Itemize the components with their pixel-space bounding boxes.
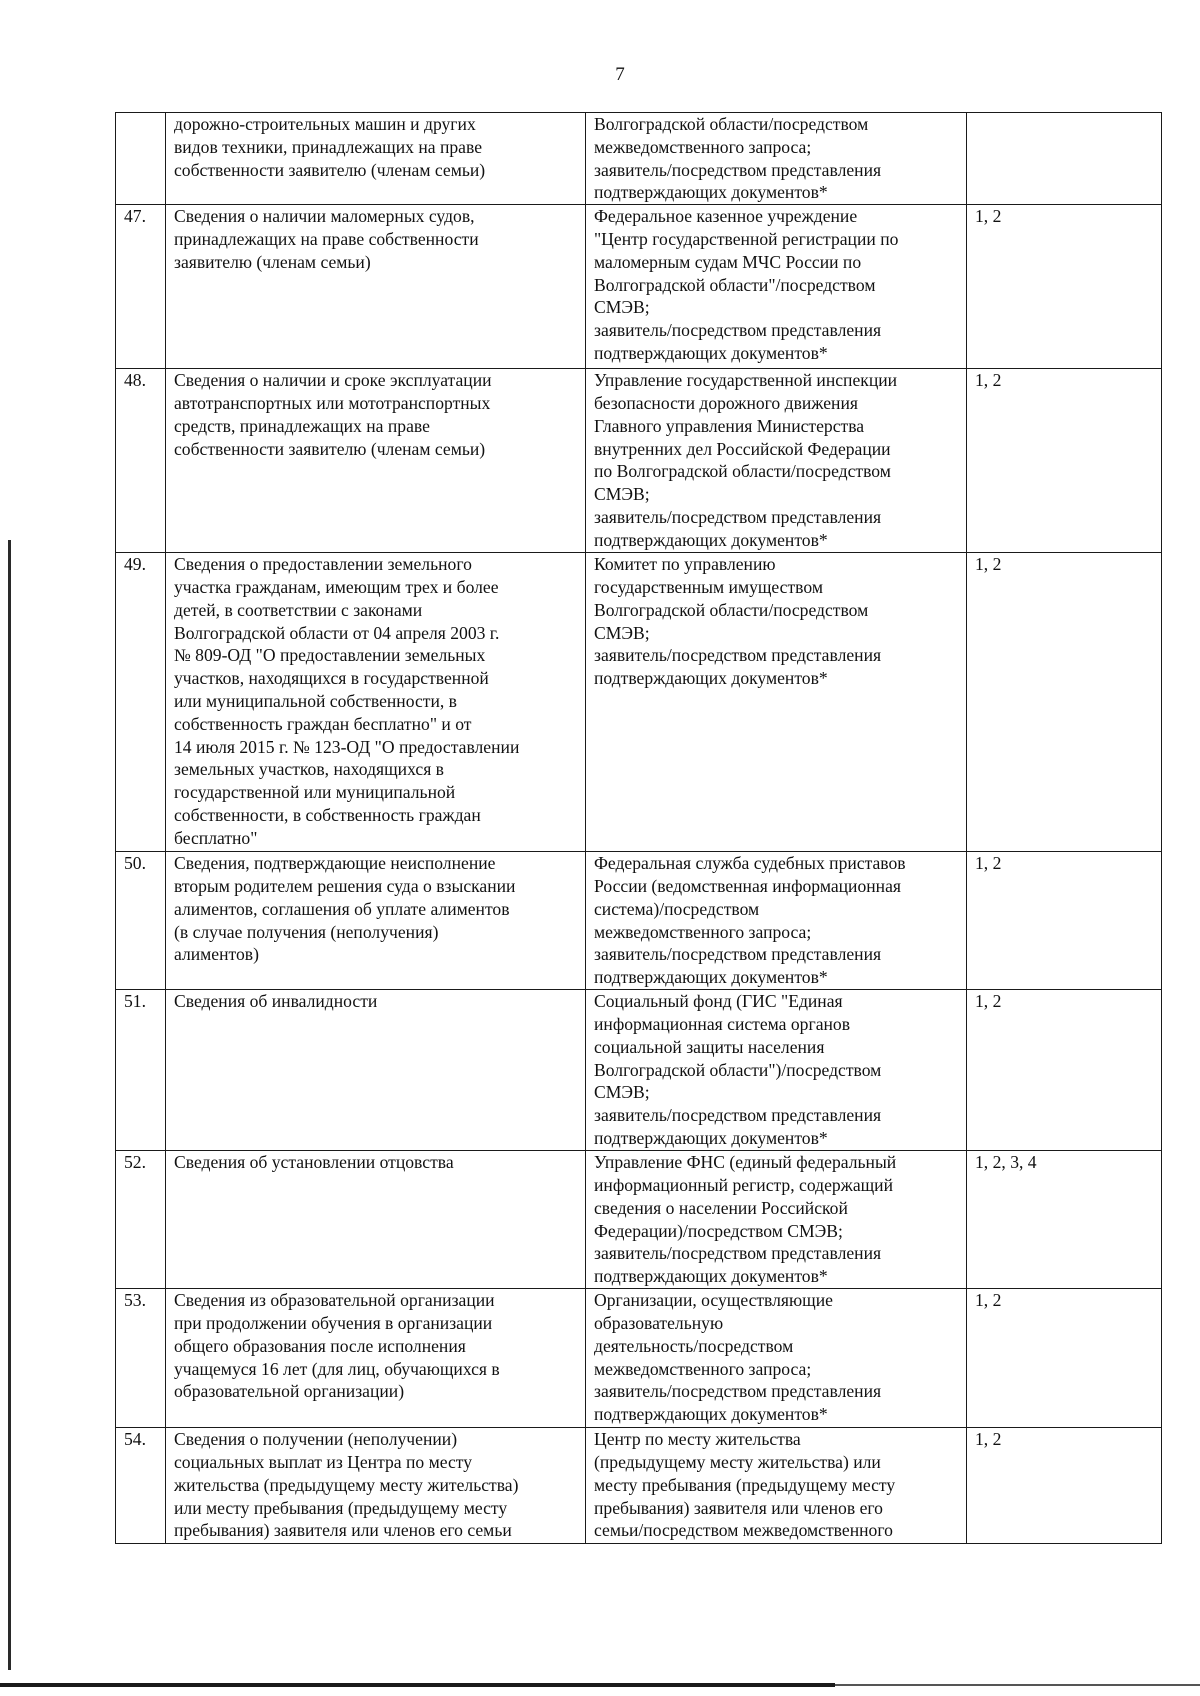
info-description: Сведения о наличии и сроке эксплуатации автотранспортных или мототранспортных средств, принадлежащих на праве собственности заявителю (членам семьи): [166, 369, 586, 553]
info-source: Федеральное казенное учреждение "Центр государственной регистрации по маломерным судам МЧС России по Волгоградской области"/посредством СМЭВ; заявитель/посредством представления подтверждающих документов*: [586, 205, 967, 369]
info-source: Центр по месту жительства (предыдущему месту жительства) или месту пребывания (предыдущему месту пребывания) заявителя или членов его семьи/посредством межведомственного: [586, 1428, 967, 1544]
process-stages: 1, 2: [967, 553, 1162, 852]
info-source: Комитет по управлению государственным имуществом Волгоградской области/посредством СМЭВ; заявитель/посредством представления подтверждающих документов*: [586, 553, 967, 852]
table-row: [116, 369, 1162, 553]
row-number: 49.: [116, 553, 166, 852]
process-stages: 1, 2, 3, 4: [967, 1151, 1162, 1289]
table-row: [116, 1289, 1162, 1428]
info-description: дорожно-строительных машин и других видов техники, принадлежащих на праве собственности заявителю (членам семьи): [166, 113, 586, 205]
info-source: Социальный фонд (ГИС "Единая информационная система органов социальной защиты населения Волгоградской области")/посредством СМЭВ; заявитель/посредством представления подтверждающих документов*: [586, 990, 967, 1151]
row-number: [116, 113, 166, 205]
page-number: 7: [615, 64, 625, 85]
process-stages: 1, 2: [967, 852, 1162, 990]
row-number: 47.: [116, 205, 166, 369]
process-stages: 1, 2: [967, 205, 1162, 369]
scan-left-edge: [8, 540, 11, 1670]
info-description: Сведения об установлении отцовства: [166, 1151, 586, 1289]
table-row: [116, 205, 1162, 369]
info-description: Сведения, подтверждающие неисполнение вторым родителем решения суда о взыскании алиментов, соглашения об уплате алиментов (в случае получения (неполучения) алиментов): [166, 852, 586, 990]
info-source: Волгоградской области/посредством межведомственного запроса; заявитель/посредством представления подтверждающих документов*: [586, 113, 967, 205]
table-row: [116, 113, 1162, 205]
process-stages: 1, 2: [967, 990, 1162, 1151]
info-source: Управление государственной инспекции безопасности дорожного движения Главного управления Министерства внутренних дел Российской Федерации по Волгоградской области/посредством СМЭВ; заявитель/посредством представления подтверждающих документов*: [586, 369, 967, 553]
row-number: 53.: [116, 1289, 166, 1428]
scan-bottom-edge-faint: [835, 1684, 1200, 1686]
info-source: Организации, осуществляющие образовательную деятельность/посредством межведомственного запроса; заявитель/посредством представления подтверждающих документов*: [586, 1289, 967, 1428]
document-table: [115, 112, 1162, 1544]
info-description: Сведения об инвалидности: [166, 990, 586, 1151]
info-source: Управление ФНС (единый федеральный информационный регистр, содержащий сведения о населении Российской Федерации)/посредством СМЭВ; заявитель/посредством представления подтверждающих документов*: [586, 1151, 967, 1289]
table-row: [116, 1428, 1162, 1544]
row-number: 51.: [116, 990, 166, 1151]
row-number: 54.: [116, 1428, 166, 1544]
table-row: [116, 1151, 1162, 1289]
info-source: Федеральная служба судебных приставов России (ведомственная информационная система)/посредством межведомственного запроса; заявитель/посредством представления подтверждающих документов*: [586, 852, 967, 990]
row-number: 52.: [116, 1151, 166, 1289]
process-stages: 1, 2: [967, 1428, 1162, 1544]
info-description: Сведения о получении (неполучении) социальных выплат из Центра по месту жительства (предыдущему месту жительства) или месту пребывания (предыдущему месту пребывания) заявителя или членов его семьи: [166, 1428, 586, 1544]
info-description: Сведения о предоставлении земельного участка гражданам, имеющим трех и более детей, в соответствии с законами Волгоградской области от 04 апреля 2003 г. № 809-ОД "О предоставлении земельных участков, находящихся в государственной или муниципальной собственности, в собственность граждан бесплатно" и от 14 июля 2015 г. № 123-ОД "О предоставлении земельных участков, находящихся в государственной или муниципальной собственности, в собственность граждан бесплатно": [166, 553, 586, 852]
process-stages: [967, 113, 1162, 205]
table-row: [116, 852, 1162, 990]
table-row: [116, 553, 1162, 852]
row-number: 50.: [116, 852, 166, 990]
table-row: [116, 990, 1162, 1151]
info-description: Сведения из образовательной организации при продолжении обучения в организации общего образования после исполнения учащемуся 16 лет (для лиц, обучающихся в образовательной организации): [166, 1289, 586, 1428]
process-stages: 1, 2: [967, 369, 1162, 553]
scan-bottom-edge: [0, 1683, 835, 1687]
row-number: 48.: [116, 369, 166, 553]
process-stages: 1, 2: [967, 1289, 1162, 1428]
info-description: Сведения о наличии маломерных судов, принадлежащих на праве собственности заявителю (членам семьи): [166, 205, 586, 369]
